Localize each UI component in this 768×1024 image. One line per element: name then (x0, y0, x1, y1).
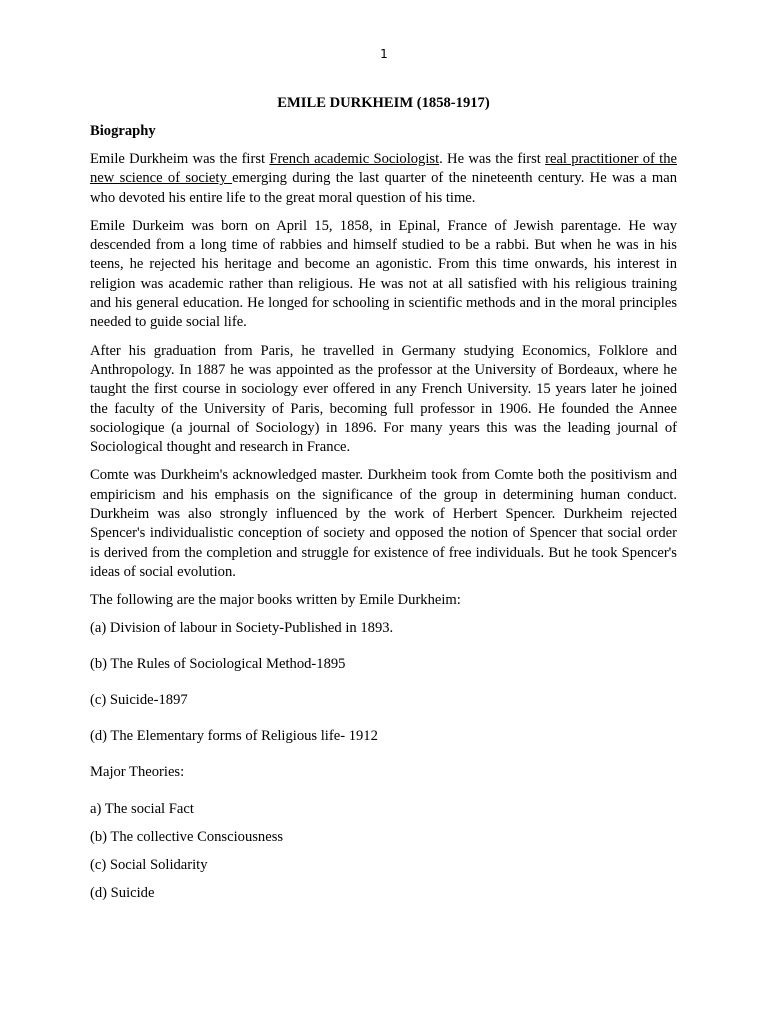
underlined-text-real-practitioner: real practitioner of the new science of society (90, 151, 677, 187)
underlined-text-french-academic-sociologist: French academic Sociologist (269, 151, 440, 167)
paragraph-text: emerging during the last quarter of the nineteenth century. He was a man who devoted his entire life to the great moral question of his time. (90, 170, 678, 206)
books-intro: The following are the major books written by Emile Durkheim: (90, 592, 461, 609)
book-item: (b) The Rules of Sociological Method-1895 (90, 656, 346, 673)
paragraph-text: Emile Durkheim was the first (90, 151, 270, 167)
biography-paragraph-1 (90, 150, 677, 208)
theory-item: (c) Social Solidarity (90, 857, 208, 874)
books-list (90, 619, 677, 746)
theory-item: (b) The collective Consciousness (90, 829, 284, 846)
section-heading-biography: Biography (90, 123, 156, 139)
paragraph-text: . He was the first (439, 151, 546, 167)
theories-list (90, 800, 677, 903)
biography-paragraph-2: Emile Durkeim was born on April 15, 1858, in Epinal, France of Jewish parentage. He way descended from a long time of rabbies and himself studied to be a rabbi. But when he was in his teens, he rejected his heritage and become an agonistic. From this time onwards, his interest in religion was academic rather than religious. He was not at all satisfied with his religious training and his general education. He longed for schooling in scientific methods and in the moral principles needed to guide social life. (90, 217, 677, 331)
book-item: (a) Division of labour in Society-Published in 1893. (90, 620, 394, 637)
theory-item: a) The social Fact (90, 801, 194, 818)
document-body (90, 94, 677, 912)
book-item: (c) Suicide-1897 (90, 692, 188, 709)
theories-heading: Major Theories: (90, 764, 185, 781)
biography-paragraph-4: Comte was Durkheim's acknowledged master. Durkheim took from Comte both the positivism and empiricism and his emphasis on the significance of the group in determining human conduct. Durkheim was also strongly influenced by the work of Herbert Spencer. Durkheim rejected Spencer's individualistic conception of society and opposed the notion of Spencer that social order is derived from the completion and struggle for existence of free individuals. But he took Spencer's ideas of social evolution. (90, 467, 677, 580)
document-title: EMILE DURKHEIM (1858-1917) (277, 95, 490, 111)
page-number: 1 (380, 47, 388, 61)
book-item: (d) The Elementary forms of Religious life- 1912 (90, 728, 378, 745)
biography-paragraph-3: After his graduation from Paris, he travelled in Germany studying Economics, Folklore and Anthropology. In 1887 he was appointed as the professor at the University of Bordeaux, where he taught the first course in sociology ever offered in any French University. 15 years later he joined the faculty of the University of Paris, becoming full professor in 1906. He founded the Annee sociologique (a journal of Sociology) in 1896. For many years this was the leading journal of Sociological thought and research in France. (90, 342, 677, 456)
theory-item: (d) Suicide (90, 885, 155, 902)
